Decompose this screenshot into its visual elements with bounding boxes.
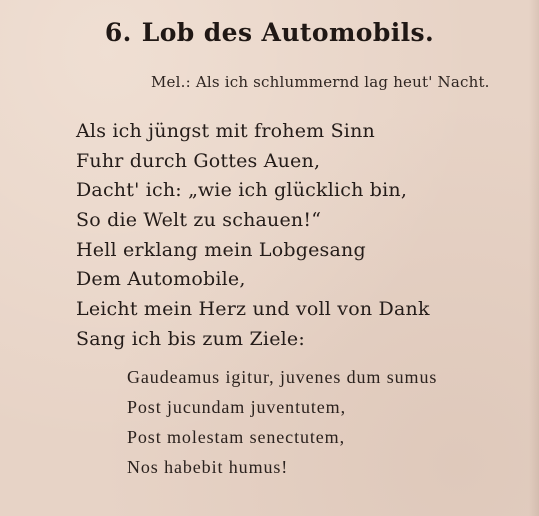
chorus-line: Post jucundam juventutem, bbox=[127, 397, 346, 417]
verse-line: Hell erklang mein Lobgesang bbox=[76, 238, 366, 261]
chorus-line: Post molestam senectutem, bbox=[127, 427, 345, 447]
chorus-refrain bbox=[127, 362, 437, 482]
verse-line: So die Welt zu schauen!“ bbox=[76, 209, 322, 232]
verse-line: Als ich jüngst mit frohem Sinn bbox=[76, 120, 375, 142]
verse-line: Sang ich bis zum Ziele: bbox=[76, 327, 305, 350]
verse-line: Dacht' ich: „wie ich glücklich bin, bbox=[76, 179, 408, 202]
page-edge-shadow bbox=[529, 0, 539, 516]
chorus-line: Gaudeamus igitur, juvenes dum sumus bbox=[127, 367, 438, 387]
chorus-line: Nos habebit humus! bbox=[127, 457, 289, 477]
melody-note: Mel.: Als ich schlummernd lag heut' Nacht. bbox=[151, 73, 490, 91]
verse-line: Fuhr durch Gottes Auen, bbox=[76, 149, 321, 172]
song-title-text: Lob des Automobils. bbox=[141, 18, 435, 47]
verse-line: Leicht mein Herz und voll von Dank bbox=[76, 298, 430, 321]
song-number: 6. bbox=[104, 18, 132, 47]
song-title bbox=[0, 18, 539, 47]
verse-line: Dem Automobile, bbox=[76, 268, 246, 291]
verse-stanza bbox=[76, 117, 430, 355]
